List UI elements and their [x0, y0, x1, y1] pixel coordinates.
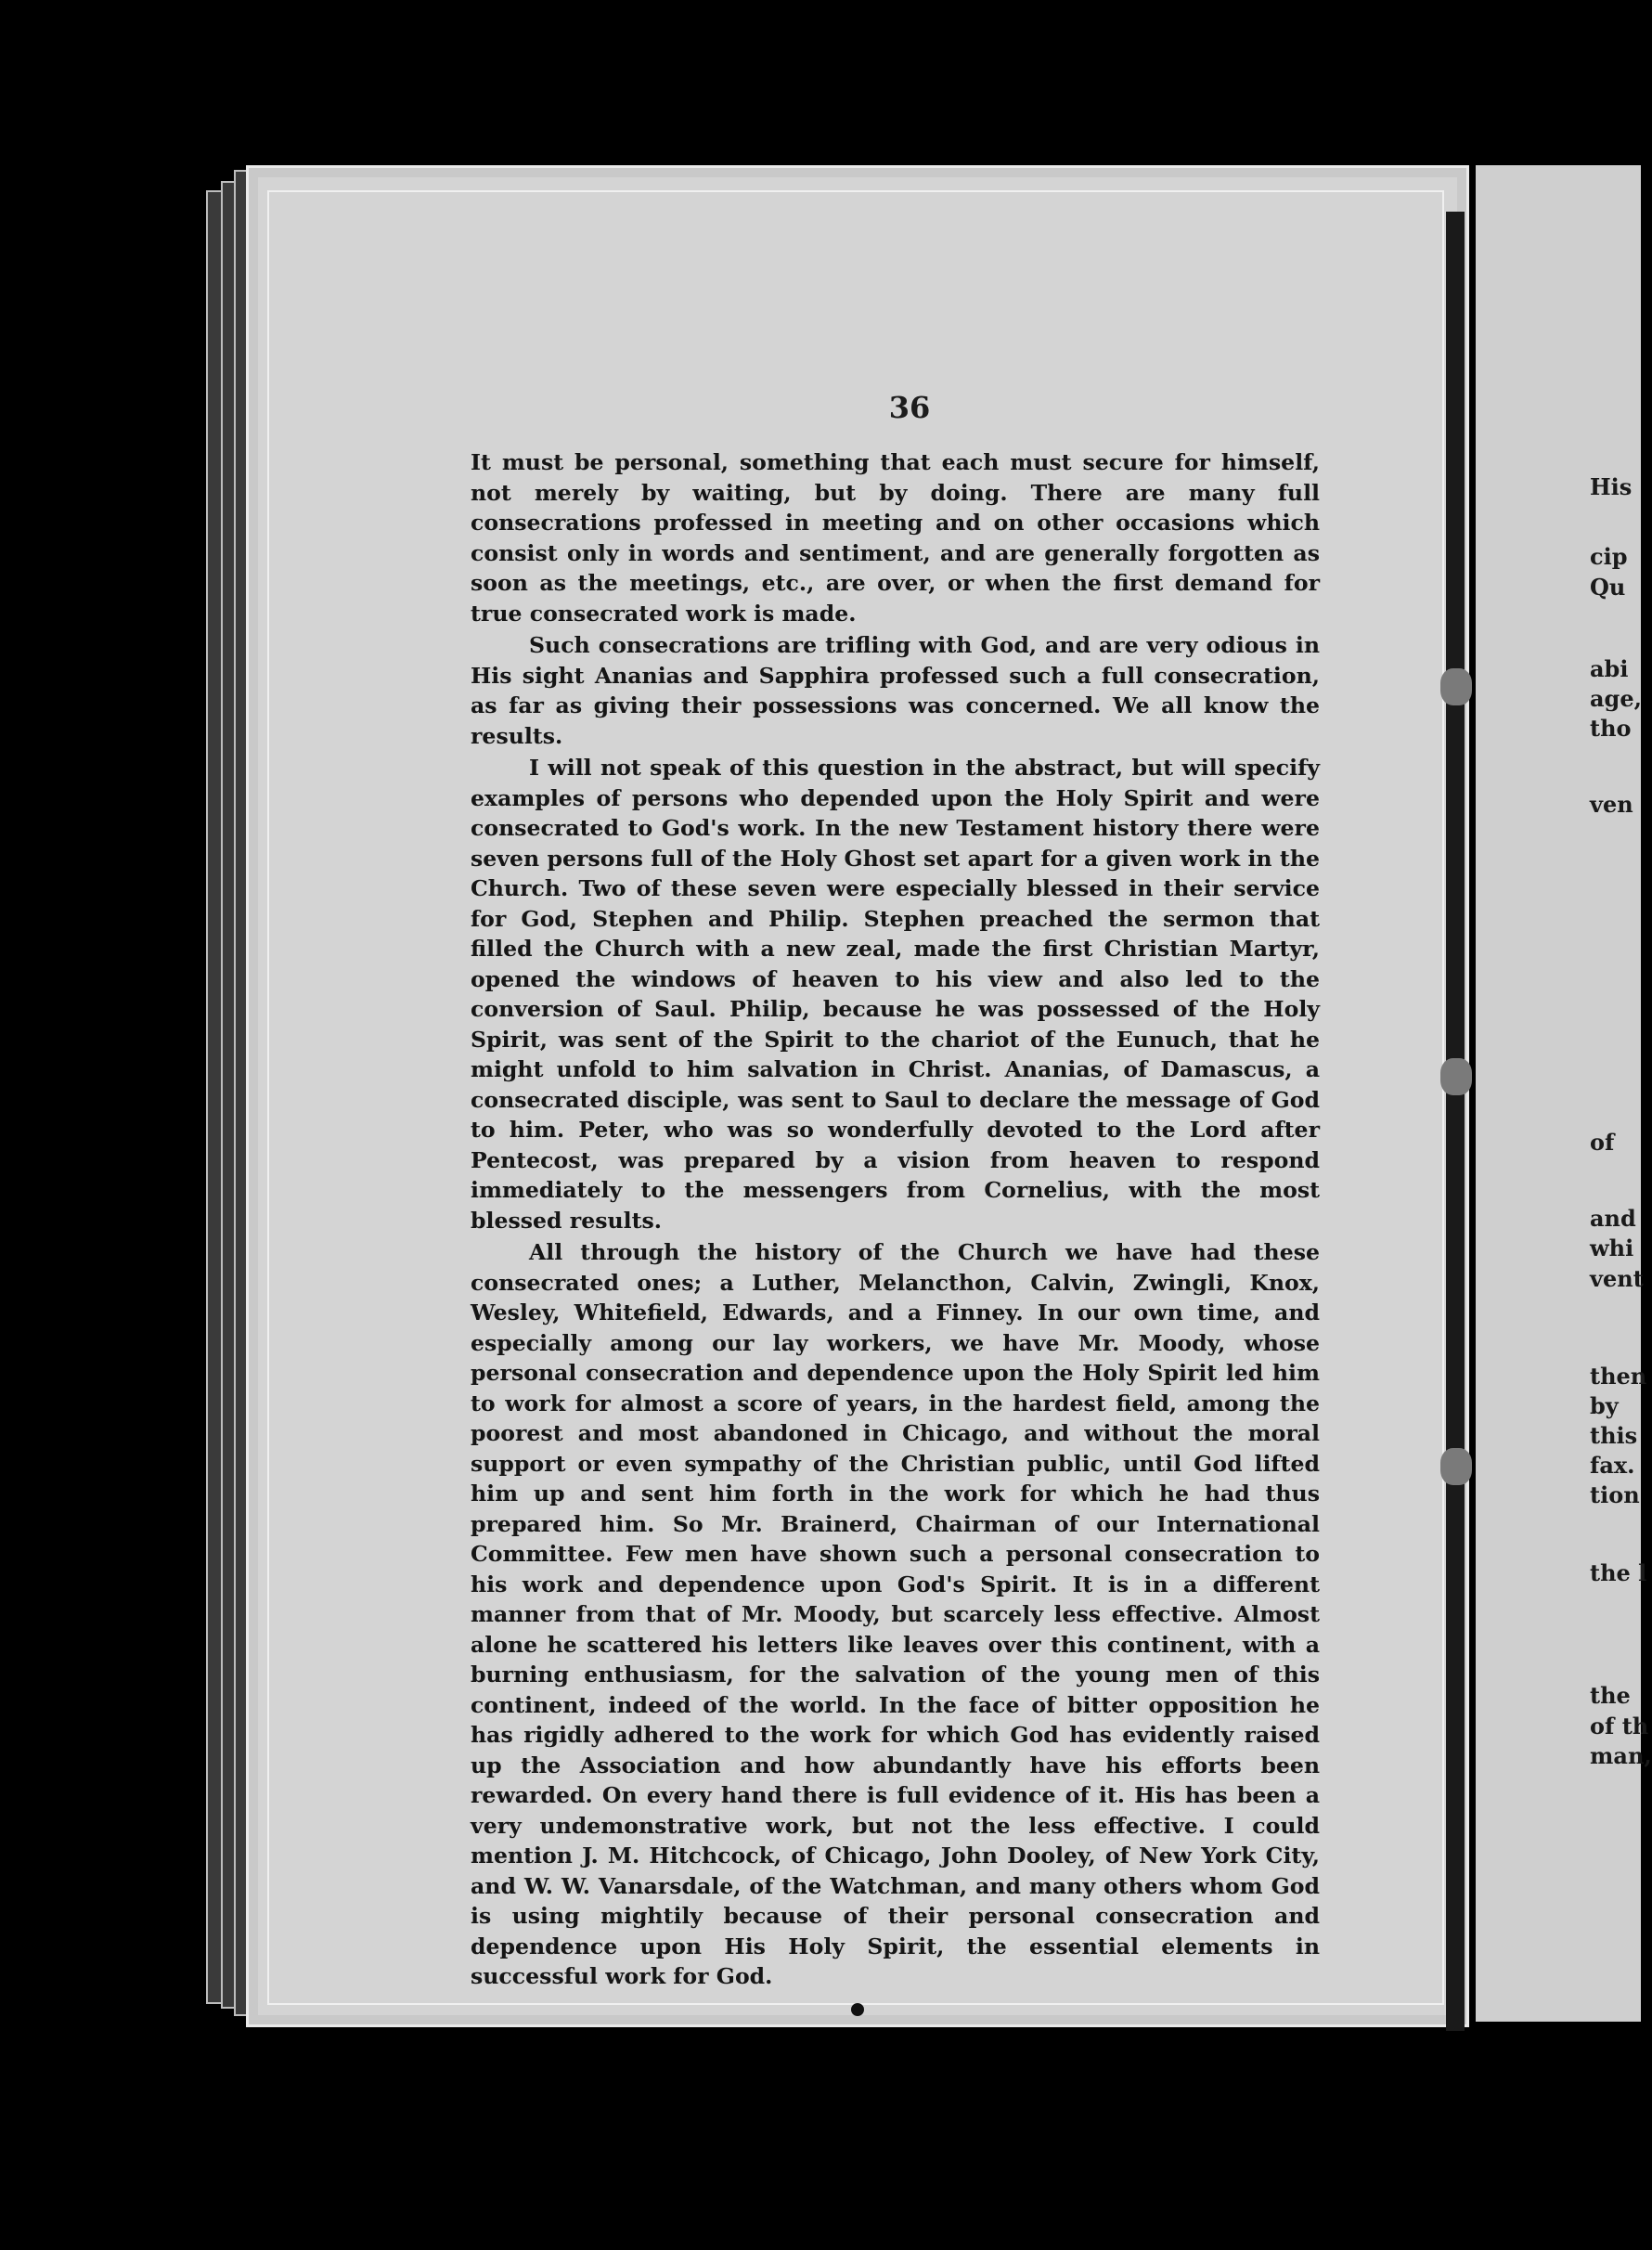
paragraph: Such consecrations are trifling with God, and are very odious in His sight Ananias and Sapphira professed such a full consecration, as far as giving their possessions was concerned. We all know the results.: [471, 632, 1320, 749]
gutter-notch: [1440, 1448, 1472, 1485]
facing-page-fragment: of th: [1590, 1713, 1649, 1739]
facing-page-fragment: whi: [1590, 1235, 1634, 1261]
facing-page-fragment: vent: [1590, 1265, 1644, 1292]
facing-page-fragment: abi: [1590, 655, 1629, 682]
facing-page-fragment: tion: [1590, 1481, 1640, 1508]
facing-page-fragment: fax.: [1590, 1452, 1635, 1479]
gutter-notch: [1440, 668, 1472, 705]
facing-page-fragment: tho: [1590, 715, 1632, 742]
facing-page-fragment: cip: [1590, 543, 1628, 570]
book-gutter: [1446, 212, 1465, 2031]
facing-page-fragment: the l: [1590, 1559, 1647, 1586]
page-body: [471, 447, 1320, 1992]
facing-page-fragment: the: [1590, 1682, 1631, 1709]
facing-page-fragment: man,: [1590, 1742, 1652, 1769]
facing-page-fragment: Qu: [1590, 574, 1626, 601]
facing-page-fragment: His: [1590, 473, 1633, 500]
scan-mark: [851, 2003, 864, 2016]
facing-page-fragment: ven: [1590, 791, 1633, 818]
facing-page-fragment: this: [1590, 1422, 1638, 1449]
facing-page-fragment: and: [1590, 1205, 1636, 1232]
facing-page-fragment: then: [1590, 1363, 1647, 1390]
facing-page-fragment: by: [1590, 1392, 1619, 1419]
gutter-notch: [1440, 1058, 1472, 1095]
paragraph: It must be personal, something that each must secure for himself, not merely by waiting, but by doing. There are many full consecrations professed in meeting and on other occasions which consist only in words and sentiment, and are generally forgotten as soon as the meetings, etc., are over, or when the first demand for true consecrated work is made.: [471, 449, 1320, 627]
facing-page-fragment: of: [1590, 1129, 1615, 1156]
facing-page-fragment: age,: [1590, 685, 1642, 712]
page-number: 36: [888, 390, 931, 425]
paragraph: All through the history of the Church we have had these consecrated ones; a Luther, Melancthon, Calvin, Zwingli, Knox, Wesley, Whitefield, Edwards, and a Finney. In our own time, and especially among our lay workers, we have Mr. Moody, whose personal consecration and dependence upon the Holy Spirit led him to work for almost a score of years, in the hardest field, among the poorest and most abandoned in Chicago, and without the moral support or even sympathy of the Christian public, until God lifted him up and sent him forth in the work for which he had thus prepared him. So Mr. Brainerd, Chairman of our International Committee. Few men have shown such a personal consecration to his work and dependence upon God's Spirit. It is in a different manner from that of Mr. Moody, but scarcely less effective. Almost alone he scattered his letters like leaves over this continent, with a burning enthusiasm, for the salvation of the young men of this continent, indeed of the world. In the face of bitter opposition he has rigidly adhered to the work for which God has evidently raised up the Association and how abundantly have his efforts been rewarded. On every hand there is full evidence of it. His has been a very undemonstrative work, but not the less effective. I could mention J. M. Hitchcock, of Chicago, John Dooley, of New York City, and W. W. Vanarsdale, of the Watchman, and many others whom God is using mightily because of their personal consecration and dependence upon His Holy Spirit, the essential elements in successful work for God.: [471, 1239, 1320, 1989]
paragraph: I will not speak of this question in the abstract, but will specify examples of persons who depended upon the Holy Spirit and were consecrated to God's work. In the new Testament history there were seven persons full of the Holy Ghost set apart for a given work in the Church. Two of these seven were especially blessed in their service for God, Stephen and Philip. Stephen preached the sermon that filled the Church with a new zeal, made the first Christian Martyr, opened the windows of heaven to his view and also led to the conversion of Saul. Philip, because he was possessed of the Holy Spirit, was sent of the Spirit to the chariot of the Eunuch, that he might unfold to him salvation in Christ. Ananias, of Damascus, a consecrated disciple, was sent to Saul to declare the message of God to him. Peter, who was so wonderfully devoted to the Lord after Pentecost, was prepared by a vision from heaven to respond immediately to the messengers from Cornelius, with the most blessed results.: [471, 755, 1320, 1234]
